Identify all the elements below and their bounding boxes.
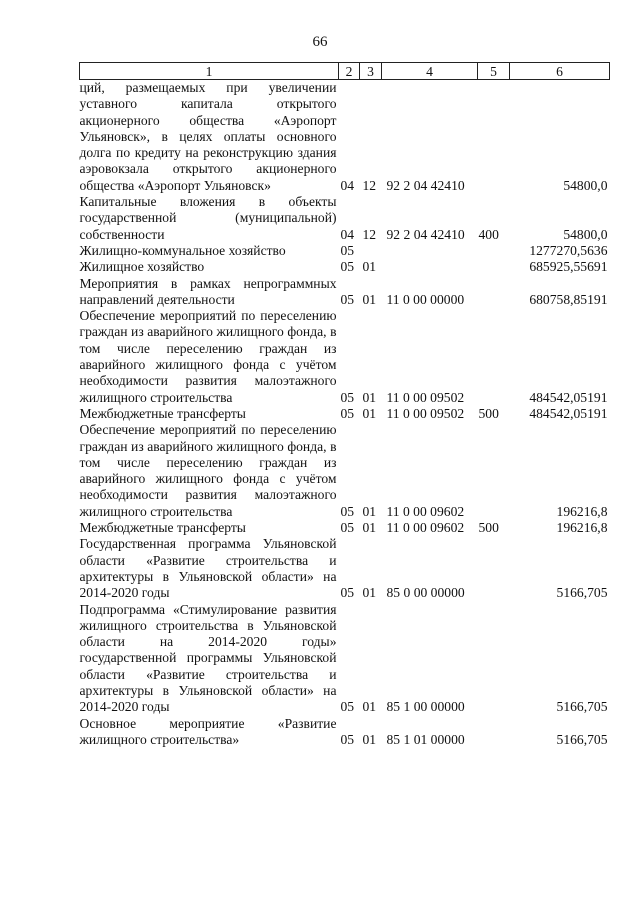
row-amount: 196216,8: [556, 503, 608, 519]
row-target-code: 11 0 00 09602: [386, 503, 465, 519]
row-expense-type: [478, 308, 510, 406]
row-subsection: 12: [362, 177, 377, 193]
table-header-row: [80, 63, 610, 80]
row-target-code: 11 0 00 09602: [386, 520, 465, 536]
row-section: 05: [340, 242, 355, 258]
row-subsection: 01: [362, 585, 377, 601]
row-section: 05: [340, 585, 355, 601]
row-section: 05: [340, 731, 355, 747]
row-expense-type: 400: [478, 226, 499, 242]
row-expense-type: [478, 602, 510, 716]
row-amount: 54800,0: [563, 226, 608, 242]
row-expense-type: [478, 276, 510, 309]
row-name: Межбюджетные трансферты: [79, 405, 246, 421]
row-amount: 5166,705: [556, 585, 608, 601]
row-section: 05: [340, 259, 355, 275]
header-col-3: 3: [360, 63, 382, 80]
header-col-6: 6: [510, 63, 610, 80]
table-row: [80, 259, 610, 275]
row-expense-type: [478, 536, 510, 601]
row-expense-type: 500: [478, 520, 499, 536]
row-section: 05: [340, 291, 355, 307]
row-name: Межбюджетные трансферты: [79, 520, 246, 536]
row-subsection: 01: [362, 503, 377, 519]
row-expense-type: [478, 80, 510, 195]
row-subsection: 01: [362, 405, 377, 421]
row-target-code: 92 2 04 42410: [386, 177, 465, 193]
row-subsection: 01: [362, 520, 377, 536]
table-row: [80, 422, 610, 520]
budget-table: [79, 62, 610, 748]
row-section: 05: [340, 405, 355, 421]
header-col-2: 2: [339, 63, 360, 80]
row-name: Жилищно-коммунальное хозяйство: [79, 242, 286, 258]
row-target-code: [382, 259, 478, 275]
row-name: ций, размещаемых при увеличении уставного капитала открытого акционерного общества «Аэропорт Ульяновск», в целях оплаты основного долга по кредиту на реконструкцию здания аэровокзала открытого акционерного общества «Аэропорт Ульяновск»: [79, 80, 337, 193]
row-section: 04: [340, 226, 355, 242]
table-row: [80, 194, 610, 243]
row-amount: 484542,05191: [529, 405, 608, 421]
row-target-code: 11 0 00 00000: [386, 291, 465, 307]
table-row: [80, 276, 610, 309]
page-number: 66: [312, 34, 328, 50]
row-section: 05: [340, 520, 355, 536]
row-target-code: 11 0 00 09502: [386, 389, 465, 405]
header-col-1: 1: [80, 63, 339, 80]
row-amount: 196216,8: [556, 520, 608, 536]
table-row: [80, 80, 610, 195]
table-row: [80, 536, 610, 601]
row-section: 05: [340, 699, 355, 715]
row-amount: 685925,55691: [529, 259, 608, 275]
row-subsection: 01: [362, 291, 377, 307]
row-section: 04: [340, 177, 355, 193]
table-row: [80, 520, 610, 536]
row-expense-type: [478, 243, 510, 259]
row-name: Основное мероприятие «Развитие жилищного строительства»: [79, 715, 337, 747]
row-amount: 5166,705: [556, 731, 608, 747]
row-name: Обеспечение мероприятий по переселению граждан из аварийного жилищного фонда, в том числе переселению граждан из аварийного жилищного фонда с учётом необходимости развития малоэтажного жилищного строительства: [79, 422, 337, 519]
row-expense-type: [478, 422, 510, 520]
row-amount: 1277270,5636: [529, 242, 608, 258]
table-row: [80, 406, 610, 422]
row-expense-type: 500: [478, 405, 499, 421]
row-amount: 680758,85191: [529, 291, 608, 307]
row-subsection: 01: [362, 731, 377, 747]
row-expense-type: [478, 259, 510, 275]
row-name: Обеспечение мероприятий по переселению граждан из аварийного жилищного фонда, в том числе переселению граждан из аварийного жилищного фонда с учётом необходимости развития малоэтажного жилищного строительства: [79, 308, 337, 405]
row-name: Мероприятия в рамках непрограммных направлений деятельности: [79, 275, 337, 307]
table-row: [80, 243, 610, 259]
row-subsection: 12: [362, 226, 377, 242]
row-subsection: 01: [362, 389, 377, 405]
header-col-5: 5: [478, 63, 510, 80]
row-name: Государственная программа Ульяновской области «Развитие строительства и архитектуры в Ульяновской области» на 2014-2020 годы: [79, 536, 337, 601]
row-target-code: 85 1 00 00000: [386, 699, 465, 715]
row-subsection: 01: [362, 259, 377, 275]
row-amount: 5166,705: [556, 699, 608, 715]
row-target-code: 85 0 00 00000: [386, 585, 465, 601]
row-target-code: 11 0 00 09502: [386, 405, 465, 421]
row-target-code: 85 1 01 00000: [386, 731, 465, 747]
table-row: [80, 602, 610, 716]
row-section: 05: [340, 503, 355, 519]
row-name: Жилищное хозяйство: [79, 259, 205, 275]
row-name: Капитальные вложения в объекты государственной (муниципальной) собственности: [79, 194, 337, 242]
table-row: [80, 308, 610, 406]
row-subsection: [360, 243, 382, 259]
row-section: 05: [340, 389, 355, 405]
header-col-4: 4: [382, 63, 478, 80]
row-subsection: 01: [362, 699, 377, 715]
row-amount: 484542,05191: [529, 389, 608, 405]
row-name: Подпрограмма «Стимулирование развития жилищного строительства в Ульяновской области на 2014-2020 годы» государственной программы Ульяновской области «Развитие строительства и архитектуры в Ульяновской области» на 2014-2020 годы: [79, 601, 337, 715]
row-target-code: [382, 243, 478, 259]
row-target-code: 92 2 04 42410: [386, 226, 465, 242]
row-amount: 54800,0: [563, 177, 608, 193]
row-expense-type: [478, 716, 510, 749]
table-row: [80, 716, 610, 749]
